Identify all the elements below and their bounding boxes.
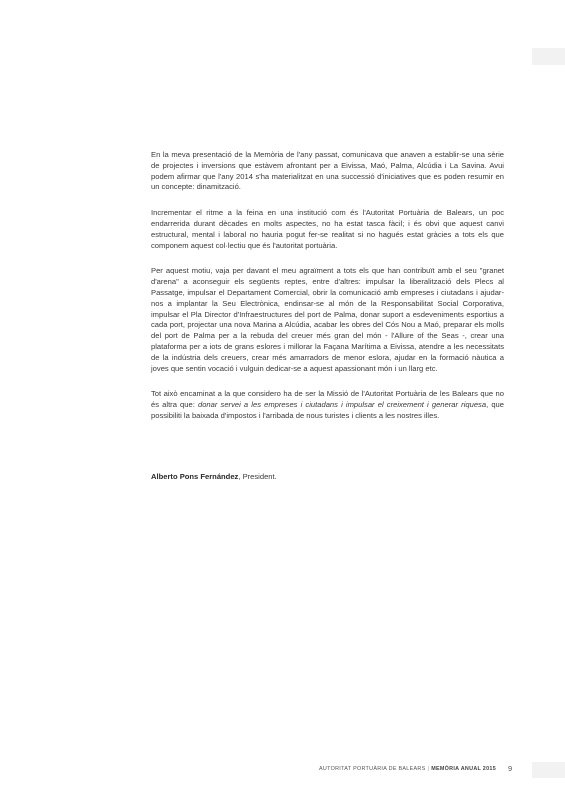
footer-report-title: MEMÒRIA ANUAL 2015 [431, 766, 496, 772]
paragraph-2: Incrementar el ritme a la feina en una institució com és l'Autoritat Portuària de Balears, un poc endarrerida durant dècades en molts aspectes, no ha estat tasca fàcil; i és obvi que aquest canvi estructural, mental i laboral no hauria pogut fer-se realitat si no hagués estat gràcies a tots els que componem aquest col·lectiu que és l'autoritat portuària. [151, 208, 504, 250]
signatory-name: Alberto Pons Fernández [151, 472, 239, 481]
side-tab-bottom [532, 762, 565, 778]
paragraph-4-start: Tot això encaminat a la que considero ha de ser la Missió de l'Autoritat Portuària de les Balears que no és altra que: [151, 389, 504, 410]
paragraph-1: En la meva presentació de la Memòria de l'any passat, comunicava que anaven a establir-se una sèrie de projectes i inversions que estàvem afrontant per a Eivissa, Maó, Palma, Alcúdia i La Savina. Avui podem afirmar que l'any 2014 s'ha materialitzat en una successió d'iniciatives que es poden resumir en un concepte: dinamització. [151, 150, 504, 192]
signature [151, 472, 451, 482]
page-footer [300, 766, 496, 772]
page-number: 9 [508, 764, 513, 773]
mission-statement: donar servei a les empreses i ciutadans i impulsar el creixement i generar riquesa [197, 400, 487, 410]
footer-separator: | [427, 766, 430, 772]
signatory-role: , President. [238, 472, 277, 481]
paragraph-4-end: , que possibiliti la baixada d'impostos i l'arribada de nous turistes i clients a les nostres illes. [151, 400, 504, 420]
letter-body [151, 150, 504, 437]
paragraph-3: Per aquest motiu, vaja per davant el meu agraïment a tots els que han contribuït amb el seu "granet d'arena" a aconseguir els següents reptes, entre d'altres: impulsar la liberalització dels Plecs al Passatge, impulsar el Departament Comercial, obrir la comunicació amb empreses i ciutadans i ajudar-nos a implantar la Seu Electrònica, endinsar-se al món de la Responsabilitat Social Corporativa, impulsar el Pla Director d'Infraestructures del port de Palma, donar suport a esdeveniments esportius a cada port, projectar una nova Marina a Alcúdia, acabar les obres del Cós Nou a Maó, preparar els molls del port de Palma per a la rebuda del creuer més gran del món - l'Allure of the Seas -, crear una plataforma per a iots de grans eslores i millorar la Façana Marítima a Eivissa, atendre a les necessitats de la indústria dels creuers, crear més amarradors de menor eslora, ajudar en la formació nàutica a joves que sentin vocació i vulguin dedicar-se a aquest apassionant món i un llarg etc. [151, 266, 504, 373]
paragraph-4 [151, 389, 504, 421]
side-tab-top [532, 48, 565, 65]
footer-org: AUTORITAT PORTUÀRIA DE BALEARS [319, 766, 426, 772]
